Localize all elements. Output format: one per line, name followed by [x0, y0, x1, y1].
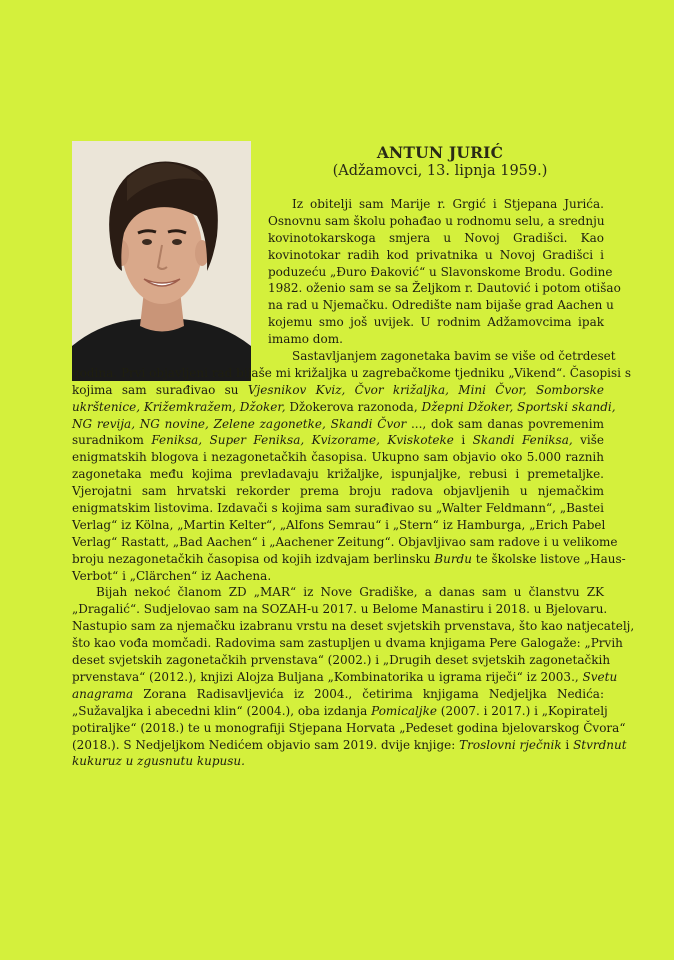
text-line: enigmatskih blogova i nezagonetačkih časopisa. Ukupno sam objavio oko 5.000 raznih: [72, 450, 604, 465]
text-line: kojemu smo još uvijek. U rodnim Adžamovcima ipak: [268, 315, 604, 330]
text-line: deset svjetskih zagonetačkih prvenstava“ (2002.) i „Drugih deset svjetskih zagonetačkih: [72, 653, 611, 668]
text-line: poduzeću „Đuro Đaković“ u Slavonskome Brodu. Godine: [268, 264, 613, 279]
text-line: „Sužavaljka i abecedni klin“ (2004.), oba izdanja Pomicaljke (2007. i 2017.) i „Kopiratelj: [72, 703, 608, 718]
text-line: NG revija, NG novine, Zelene zagonetke, Skandi Čvor ..., dok sam danas povremenim: [72, 416, 604, 431]
text-line: zagonetaka među kojima prevladavaju križaljke, ispunjaljke, rebusi i premetaljke.: [72, 467, 604, 482]
text-line: anagrama Zorana Radisavljevića iz 2004., četirima knjigama Nedjeljka Nedića:: [72, 686, 604, 701]
text-line: kovinotokar radih kod privatnika u Novoj Gradišci i: [268, 247, 604, 262]
text-line: enigmatskim listovima. Izdavači s kojima sam surađivao su „Walter Feldmann“, „Bastei: [72, 501, 604, 516]
text-line: na rad u Njemačku. Odredište nam bijaše grad Aachen u: [268, 298, 614, 313]
text-line: kojima sam surađivao su Vjesnikov Kviz, Čvor križaljka, Mini Čvor, Somborske: [72, 382, 604, 397]
text-line: Bijah nekoć članom ZD „MAR“ iz Nove Gradiške, a danas sam u članstvu ZK: [96, 585, 604, 600]
text-line: Nastupio sam za njemačku izabranu vrstu na deset svjetskih prvenstava, što kao natjecatelj,: [72, 619, 635, 634]
author-header: [300, 143, 580, 181]
author-name: ANTUN JURIĆ: [376, 143, 504, 162]
text-line: što kao vođa momčadi. Radovima sam zastupljen u dvama knjigama Pere Galogaže: „Prvih: [72, 636, 623, 651]
text-line: Verlag“ iz Kölna, „Martin Kelter“, „Alfons Semrau“ i „Stern“ iz Hamburga, „Erich Pabel: [72, 517, 606, 532]
text-line: 1982. oženio sam se sa Željkom r. Dautović i potom otišao: [268, 281, 621, 296]
text-line: Iz obitelji sam Marije r. Grgić i Stjepana Jurića.: [292, 197, 604, 211]
biography-text: [72, 196, 635, 770]
text-line: suradnikom Feniksa, Super Feniksa, Kvizorame, Kviskoteke i Skandi Feniksa, više: [72, 433, 605, 448]
text-line: kovinotokarskoga smjera u Novoj Gradišci. Kao: [268, 230, 604, 245]
text-line: potiraljke“ (2018.) te u monografiji Stjepana Horvata „Pedeset godina bjelovarskog Čvora“: [72, 720, 626, 735]
text-line: (2018.). S Nedjeljkom Nedićem objavio sam 2019. dvije knjige: Troslovni rječnik i Stvrdnut: [72, 737, 627, 752]
text-line: „Dragalić“. Sudjelovao sam na SOZAH-u 2017. u Belome Manastiru i 2018. u Bjelovaru.: [72, 602, 608, 617]
text-line: Vjerojatni sam hrvatski rekorder prema broju radova objavljenih u njemačkim: [72, 484, 604, 499]
text-line: godina. Prvi objavljeni rad bijaše mi križaljka u zagrebačkome tjedniku „Vikend“. Časopisi s: [72, 365, 631, 380]
text-line: Verlag“ Rastatt, „Bad Aachen“ i „Aachener Zeitung“. Objavljivao sam radove i u velikome: [72, 534, 618, 549]
text-line: kukuruz u zgusnutu kupusu.: [72, 754, 245, 769]
text-line: imamo dom.: [268, 332, 343, 347]
text-line: Verbot“ i „Clärchen“ iz Aachena.: [72, 568, 272, 583]
author-birth: (Adžamovci, 13. lipnja 1959.): [332, 163, 548, 179]
text-line: Sastavljanjem zagonetaka bavim se više od četrdeset: [292, 349, 616, 364]
text-line: broju nezagonetačkih časopisa od kojih izdvajam berlinsku Burdu te školske listove „Haus-: [72, 551, 626, 566]
text-line: ukrštenice, Križemkražem, Džoker, Džokerova razonoda, Džepni Džoker, Sportski skandi,: [72, 399, 616, 414]
text-line: Osnovnu sam školu pohađao u rodnomu selu, a srednju: [268, 213, 605, 228]
text-line: prvenstava“ (2012.), knjizi Alojza Buljana „Kombinatorika u igrama riječi“ iz 2003., Svetu: [72, 669, 618, 684]
